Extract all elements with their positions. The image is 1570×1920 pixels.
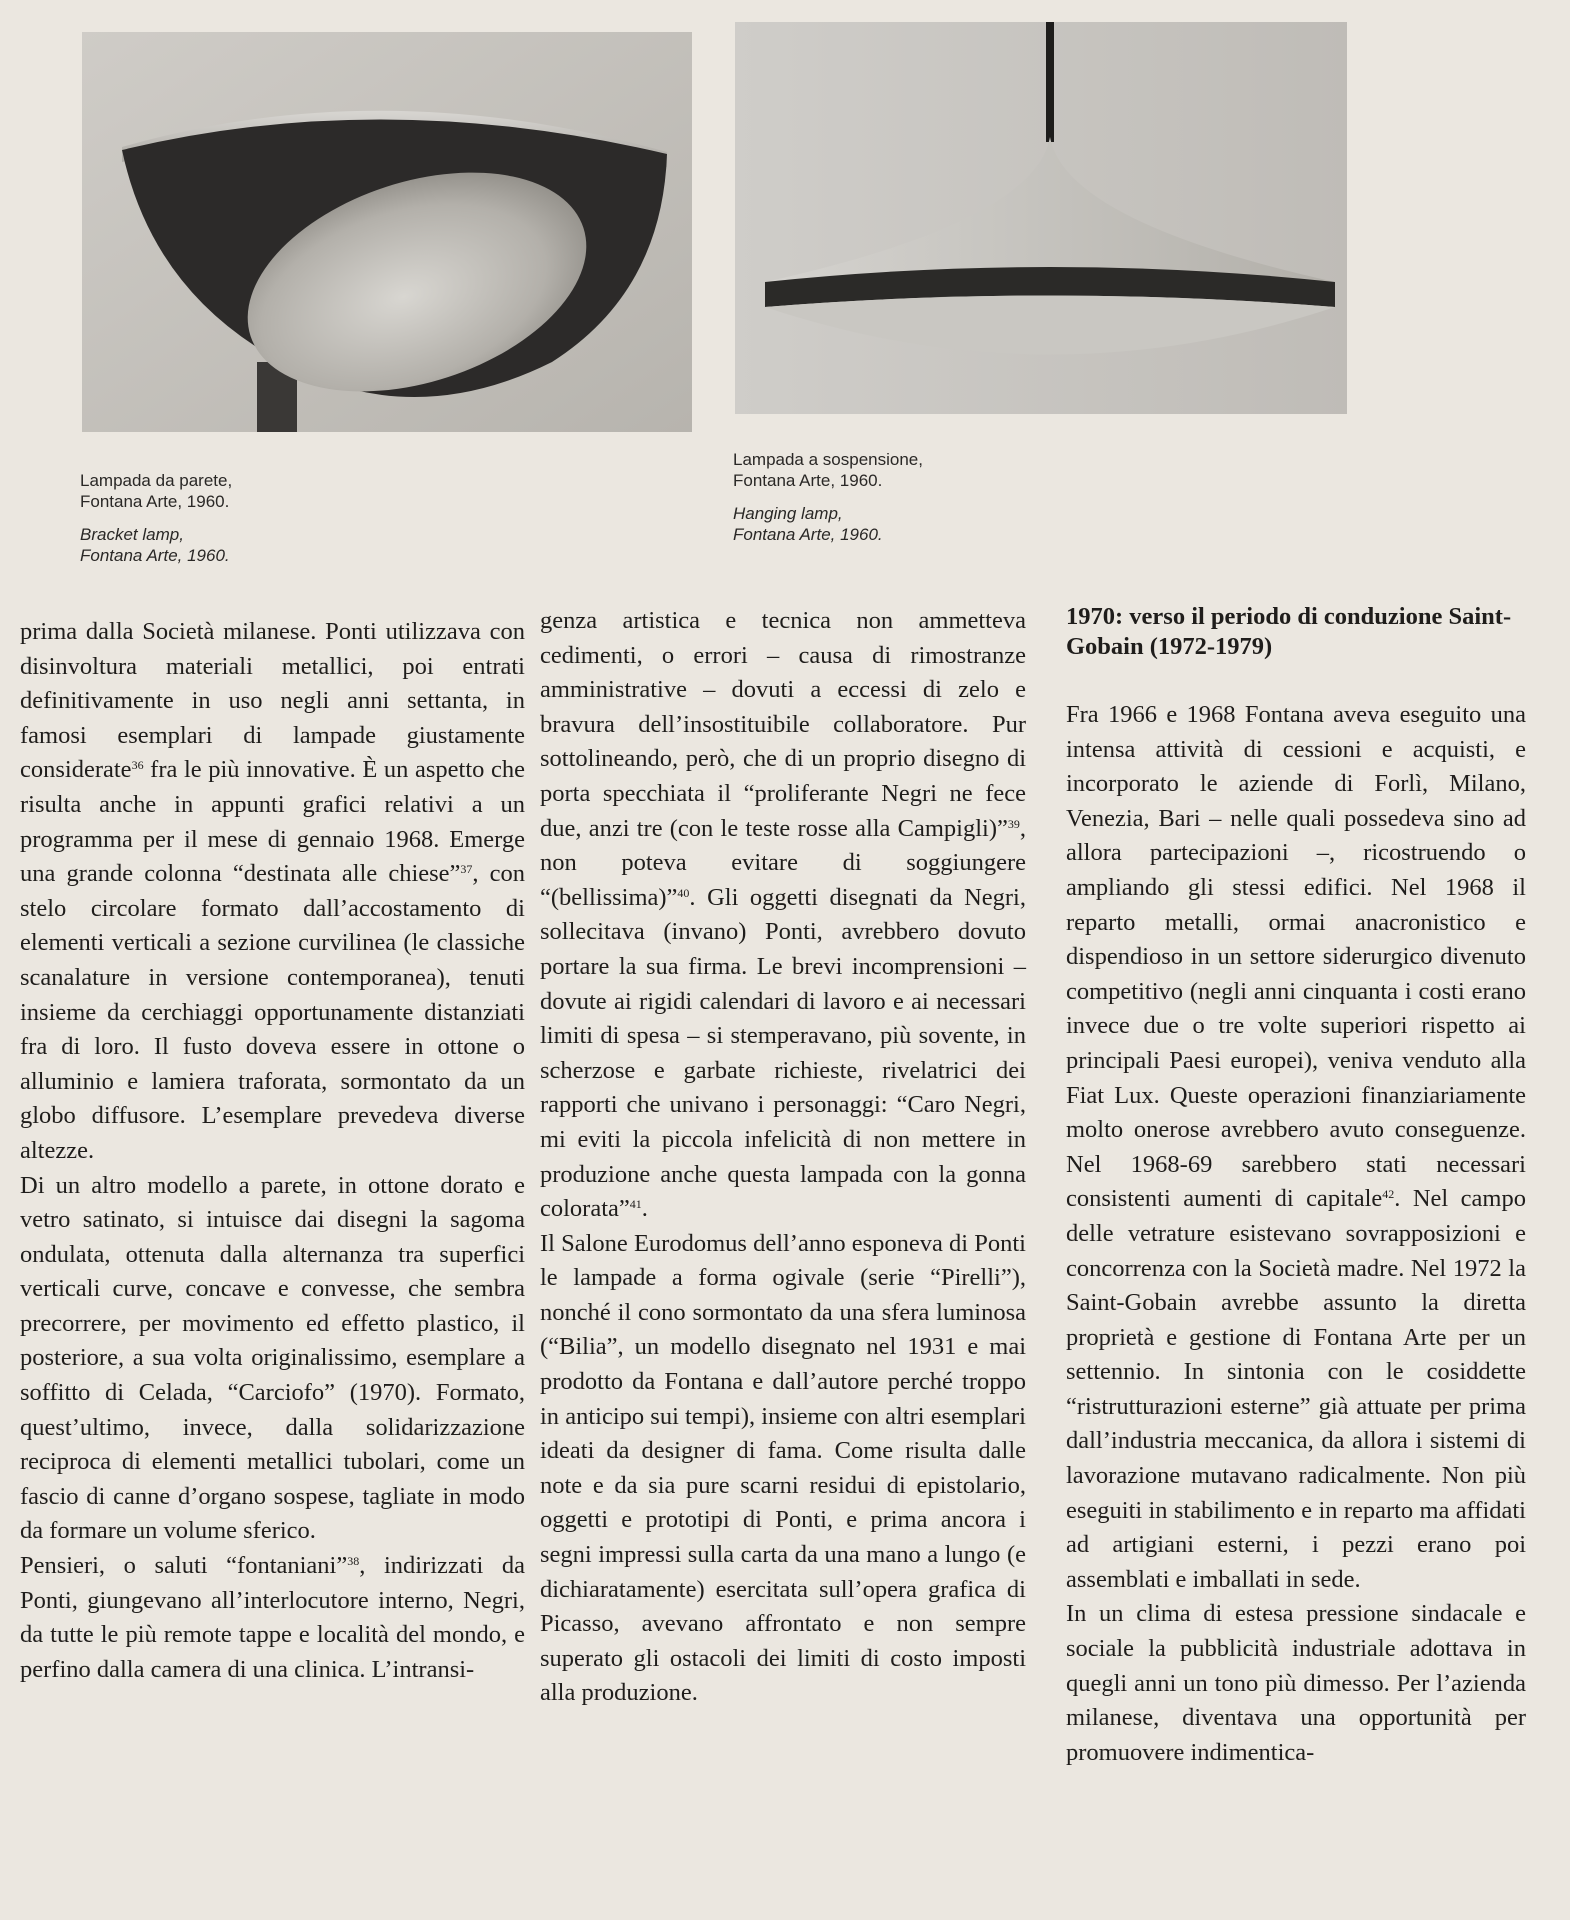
footnote-ref: 38 [347,1554,360,1569]
paragraph [20,1549,525,1687]
footnote-ref: 39 [1007,816,1020,831]
text-run: , non poteva evitare di soggiungere “(bellissima)” [540,814,1026,911]
bracket-lamp-photo [82,32,692,432]
text-run: Pensieri, o saluti “fontaniani” [20,1552,348,1580]
paragraph: Di un altro modello a parete, in ottone dorato e vetro satinato, si intuisce dai disegni la sagoma ondulata, ottenuta dalla alternanza tra superfici verticali curve, concave e convesse, che sembra precorrere, per movimento ed effetto plastico, il posteriore, a sua volta originalissimo, esemplare a soffitto di Celada, “Carciofo” (1970). Formato, quest’ultimo, invece, dalla solidarizzazione reciproca di elementi metallici tubolari, come un fascio di canne d’organo sospese, tagliate in modo da formare un volume sferico. [20,1171,525,1545]
text-run: , indirizzati da Ponti, giungevano all’interlocutore interno, Negri, da tutte le più remote tappe e località del mondo, e perfino dalla camera di una clinica. L’intransi- [20,1552,525,1683]
text-column-1 [20,615,525,1687]
caption-en-line: Fontana Arte, 1960. [80,546,230,565]
paragraph: Il Salone Eurodomus dell’anno esponeva di Ponti le lampade a forma ogivale (serie “Pirelli”), nonché il cono sormontato da una sfera luminosa (“Bilia”, un modello disegnato nel 1931 e mai prodotto da Fontana e dall’autore perché troppo in anticipo sui tempi), insieme con altri esemplari ideati da designer di fama. Come risulta dalle note e da sia pure scarni residui di epistolario, oggetti e prototipi di Ponti, e prima ancora i segni impressi sulla carta da una mano a lungo (e dichiaratamente) esercitata sull’opera grafica di Picasso, avevano affrontato e non sempre superato gli ostacoli dei limiti di costo imposti alla produzione. [540,1229,1026,1707]
section-heading: 1970: verso il periodo di conduzione Saint-Gobain (1972-1979) [1066,603,1512,660]
caption-it-line: Fontana Arte, 1960. [80,492,230,511]
caption-en-line: Fontana Arte, 1960. [733,525,883,544]
text-run: , con stelo circolare formato dall’accostamento di elementi verticali a sezione curvilinea (le classiche scanalature in versione contemporanea), tenuti insieme da cerchiaggi opportunamente distanziati fra di loro. Il fusto doveva essere in ottone o alluminio e lamiera traforata, sormontato da un globo diffusore. L’esemplare prevedeva diverse altezze. [20,860,526,1164]
text-run: genza artistica e tecnica non ammetteva cedimenti, o errori – causa di rimostranze amministrative – dovuti a eccessi di zelo e bravura dell’insostituibile collaboratore. Pur sottolineando, però, che di un proprio disegno di porta specchiata il “proliferante Negri ne fece due, anzi tre (con le teste rosse alla Campigli)” [540,607,1026,842]
caption-it-line: Lampada a sospensione, [733,450,923,469]
hanging-lamp-caption [733,449,993,545]
text-run: . Gli oggetti disegnati da Negri, sollecitava (invano) Ponti, avrebbero dovuto portare la sua firma. Le brevi incomprensioni – dovute ai rigidi calendari di lavoro e ai necessari limiti di spesa – si stemperavano, più sovente, in scherzose e garbate richieste, rivelatrici dei rapporti che univano i personaggi: “Caro Negri, mi eviti la piccola infelicità di non mettere in produzione anche questa lampada con la gonna colorata” [540,883,1026,1223]
footnote-ref: 42 [1382,1187,1395,1202]
paragraph [1066,698,1526,1597]
text-run: . Nel campo delle vetrature esistevano sovrapposizioni e concorrenza con la Società madre. Nel 1972 la Saint-Gobain avrebbe assunto la diretta proprietà e gestione di Fontana Arte per un settennio. In sintonia con le cosiddette “ristrutturazioni esterne” già attuate per prima dall’industria meccanica, da allora i sistemi di lavorazione mutavano radicalmente. Non più eseguiti in stabilimento e in reparto ma affidati ad artigiani esterni, i pezzi erano poi assemblati e imballati in sede. [1066,1185,1526,1593]
paragraph [540,604,1026,1227]
footnote-ref: 36 [131,758,144,773]
text-run: Fra 1966 e 1968 Fontana aveva eseguito una intensa attività di cessioni e acquisti, e incorporato le aziende di Forlì, Milano, Venezia, Bari – nelle quali possedeva sino ad allora partecipazioni –, ricostruendo o ampliando gli stessi edifici. Nel 1968 il reparto metalli, ormai anacronistico e dispendioso in un settore siderurgico divenuto competitivo (negli anni cinquanta i costi erano invece due o tre volte superiori rispetto ai principali Paesi europei), veniva venduto alla Fiat Lux. Queste operazioni finanziariamente molto onerose avrebbero avuto conseguenze. Nel 1968-69 sarebbero stati necessari consistenti aumenti di capitale [1066,701,1526,1213]
text-run: . [641,1195,648,1223]
text-run: fra le più innovative. È un aspetto che risulta anche in appunti grafici relativi a un programma per il mese di gennaio 1968. Emerge una grande colonna “destinata alle chiese” [20,756,525,888]
paragraph: In un clima di estesa pressione sindacale e sociale la pubblicità industriale adottava in quegli anni un tono più dimesso. Per l’azienda milanese, diventava una opportunità per promuovere indimentica- [1066,1600,1526,1766]
caption-it-line: Fontana Arte, 1960. [733,471,883,490]
text-column-3 [1066,602,1526,1770]
footnote-ref: 41 [629,1197,642,1212]
paragraph [20,615,525,1169]
footnote-ref: 40 [677,885,690,900]
text-column-2 [540,604,1026,1711]
hanging-lamp-photo [735,22,1347,414]
text-run: prima dalla Società milanese. Ponti utilizzava con disinvoltura materiali metallici, poi entrati definitivamente in uso negli anni settanta, in famosi esemplari di lampade giustamente considerate [20,618,525,784]
caption-it-line: Lampada da parete, [80,471,233,490]
caption-en-line: Bracket lamp, [80,525,184,544]
footnote-ref: 37 [460,862,473,877]
caption-en-line: Hanging lamp, [733,504,843,523]
bracket-lamp-caption [80,470,340,566]
